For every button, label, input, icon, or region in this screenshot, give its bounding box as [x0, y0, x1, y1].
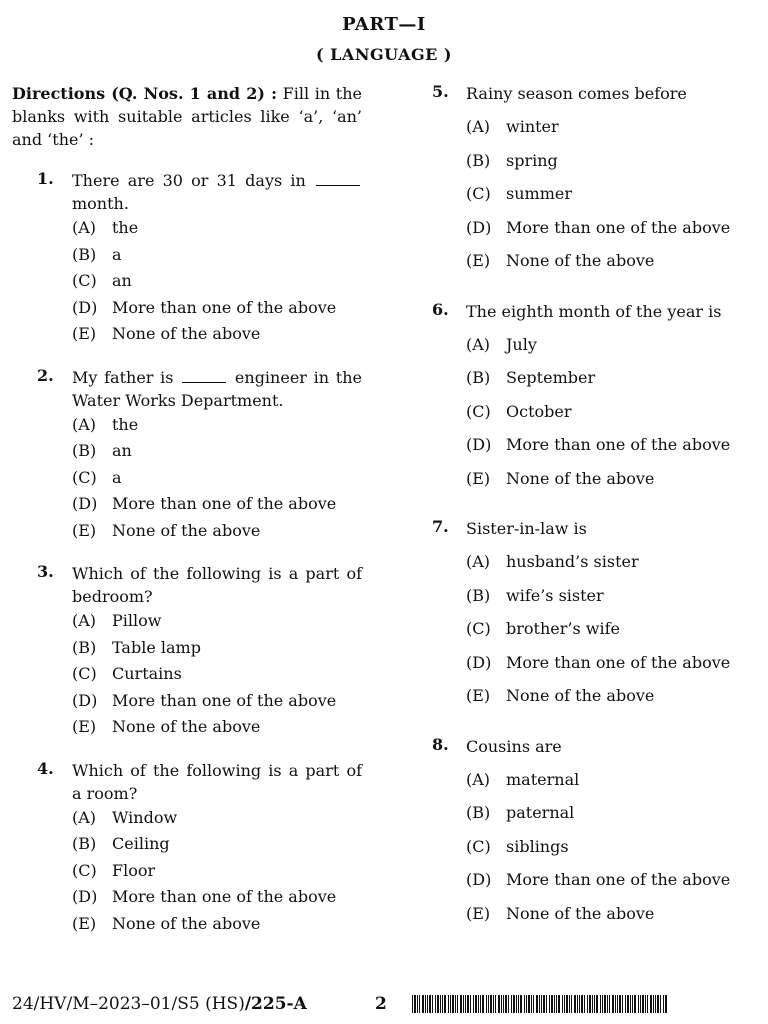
option-label: (B)	[72, 244, 97, 264]
option-label: (E)	[72, 324, 97, 343]
option-text: More than one of the above	[112, 494, 337, 513]
option	[72, 295, 362, 322]
option-text: None of the above	[112, 717, 261, 736]
question-4	[12, 759, 362, 938]
option	[72, 465, 362, 492]
option-label: (E)	[466, 468, 491, 488]
stem-text-after: engineer in the Water Works Department.	[72, 367, 362, 410]
option-label: (D)	[466, 652, 492, 672]
directions-heading: Directions (Q. Nos. 1 and 2) :	[12, 84, 277, 103]
option-text: Ceiling	[112, 834, 170, 853]
option	[72, 491, 362, 518]
question-stem: The eighth month of the year is	[466, 301, 722, 321]
option	[466, 863, 758, 897]
option-label: (C)	[466, 836, 491, 856]
option-label: (A)	[72, 807, 97, 827]
question-number: 6.	[432, 299, 449, 319]
question-5	[428, 82, 758, 278]
option-text: spring	[506, 150, 558, 170]
directions-text: Fill in the blanks with suitable articles like ‘a’, ‘an’ and ‘the’ :	[12, 84, 362, 149]
option-text: July	[506, 334, 537, 354]
question-7	[428, 517, 758, 713]
option-text: More than one of the above	[506, 217, 731, 237]
option	[466, 796, 758, 830]
option	[72, 688, 362, 715]
option-label: (C)	[72, 271, 97, 290]
option-text: More than one of the above	[506, 435, 731, 454]
option	[72, 831, 362, 858]
option-text: More than one of the above	[506, 870, 731, 889]
option-text: winter	[506, 117, 559, 136]
option	[72, 858, 362, 885]
option-label: (C)	[72, 664, 97, 683]
right-column	[428, 82, 758, 952]
option	[72, 215, 362, 242]
option	[72, 412, 362, 439]
option-text: September	[506, 368, 596, 387]
option-label: (B)	[466, 150, 491, 170]
option-label: (E)	[72, 520, 97, 540]
option	[72, 438, 362, 465]
question-number: 7.	[432, 517, 449, 536]
question-number: 5.	[432, 82, 449, 101]
option	[466, 428, 758, 462]
question-number: 1.	[37, 169, 54, 188]
page-number: 2	[375, 994, 387, 1014]
option	[466, 830, 758, 864]
option-label: (A)	[466, 552, 491, 571]
directions	[12, 82, 362, 151]
question-stem: Which of the following is a part of a room?	[72, 760, 362, 803]
option-label: (A)	[466, 117, 491, 136]
option-label: (D)	[466, 217, 492, 237]
footer-code	[12, 994, 307, 1014]
option	[466, 177, 758, 211]
footer-code-prefix: 24/HV/M–2023–01/S5 (HS)	[12, 994, 245, 1014]
option-text: Table lamp	[112, 637, 201, 657]
option-text: an	[112, 441, 132, 460]
option	[72, 608, 362, 635]
option	[72, 714, 362, 741]
question-stem	[72, 169, 362, 215]
option	[72, 911, 362, 938]
option-label: (B)	[466, 368, 491, 387]
question-stem	[72, 366, 362, 412]
option-text: More than one of the above	[112, 297, 337, 317]
question-number: 3.	[37, 562, 54, 581]
option	[466, 545, 758, 579]
option-label: (A)	[466, 769, 491, 789]
option	[72, 518, 362, 545]
option-text: husband’s sister	[506, 552, 639, 571]
question-number: 4.	[37, 758, 54, 778]
option-label: (C)	[72, 860, 97, 880]
option	[466, 328, 758, 362]
option-text: maternal	[506, 769, 580, 789]
option	[72, 635, 362, 662]
part-title: PART—I	[342, 14, 426, 35]
option-label: (A)	[72, 414, 97, 434]
section-title: ( LANGUAGE )	[316, 45, 452, 64]
option	[72, 805, 362, 832]
question-stem: Sister-in-law is	[466, 519, 587, 538]
option-label: (B)	[466, 803, 491, 822]
option-text: More than one of the above	[112, 690, 337, 710]
question-stem: Cousins are	[466, 736, 562, 756]
option-text: More than one of the above	[112, 887, 337, 906]
option-label: (D)	[466, 435, 492, 454]
option-text: an	[112, 271, 132, 290]
option	[466, 462, 758, 496]
option-text: a	[112, 467, 122, 487]
option-label: (C)	[466, 184, 491, 203]
option-label: (D)	[72, 690, 98, 710]
option	[466, 897, 758, 931]
option-label: (B)	[466, 585, 491, 605]
option-label: (B)	[72, 441, 97, 460]
option-text: None of the above	[506, 468, 655, 488]
question-number: 2.	[37, 365, 54, 385]
option	[466, 244, 758, 278]
question-1	[12, 169, 362, 348]
option-text: paternal	[506, 803, 575, 822]
option-label: (D)	[466, 870, 492, 889]
option-text: the	[112, 218, 139, 237]
left-column	[12, 82, 362, 955]
option-text: None of the above	[506, 903, 655, 923]
option-text: Window	[112, 807, 178, 827]
option	[466, 110, 758, 144]
footer-code-suffix: /225-A	[244, 994, 307, 1014]
question-8	[428, 735, 758, 931]
option-label: (E)	[72, 913, 97, 933]
option-label: (D)	[72, 887, 98, 906]
option-text: None of the above	[506, 251, 655, 270]
option-label: (E)	[466, 903, 491, 923]
option-label: (B)	[72, 637, 97, 657]
question-2	[12, 366, 362, 545]
option	[466, 612, 758, 646]
option-label: (E)	[466, 686, 491, 705]
option	[72, 321, 362, 348]
option-label: (E)	[72, 717, 97, 736]
option	[72, 268, 362, 295]
option-text: wife’s sister	[506, 585, 604, 605]
fill-in-blank	[182, 368, 226, 383]
option-label: (A)	[72, 218, 97, 237]
question-number: 8.	[432, 734, 449, 754]
option	[72, 884, 362, 911]
option	[72, 242, 362, 269]
option	[466, 361, 758, 395]
option-text: a	[112, 244, 122, 264]
option-label: (A)	[466, 334, 491, 354]
option-label: (E)	[466, 251, 491, 270]
stem-text-after: month.	[72, 194, 129, 213]
fill-in-blank	[316, 171, 360, 186]
option	[466, 144, 758, 178]
question-stem: Rainy season comes before	[466, 84, 687, 103]
option-label: (C)	[466, 619, 491, 638]
option-label: (D)	[72, 297, 98, 317]
option-text: Pillow	[112, 611, 162, 630]
option-label: (C)	[466, 401, 491, 421]
option	[466, 211, 758, 245]
stem-text-before: There are 30 or 31 days in	[72, 171, 314, 190]
option-text: siblings	[506, 836, 569, 856]
option-text: Floor	[112, 860, 156, 880]
option-text: Curtains	[112, 664, 182, 683]
option-text: More than one of the above	[506, 652, 731, 672]
option-label: (D)	[72, 494, 98, 513]
option	[466, 679, 758, 713]
option-text: None of the above	[112, 520, 261, 540]
question-stem: Which of the following is a part of bedroom?	[72, 564, 362, 606]
option-text: the	[112, 414, 139, 434]
option-label: (B)	[72, 834, 97, 853]
barcode-image	[412, 995, 668, 1013]
option-text: brother’s wife	[506, 619, 620, 638]
option-text: None of the above	[112, 324, 261, 343]
stem-text-before: My father is	[72, 367, 181, 387]
option-label: (A)	[72, 611, 97, 630]
option	[466, 646, 758, 680]
option	[466, 579, 758, 613]
question-3	[12, 562, 362, 741]
option-text: summer	[506, 184, 572, 203]
question-6	[428, 300, 758, 496]
option	[466, 395, 758, 429]
option-text: None of the above	[506, 686, 655, 705]
option-text: October	[506, 401, 572, 421]
option	[466, 763, 758, 797]
option	[72, 661, 362, 688]
option-text: None of the above	[112, 913, 261, 933]
option-label: (C)	[72, 467, 97, 487]
